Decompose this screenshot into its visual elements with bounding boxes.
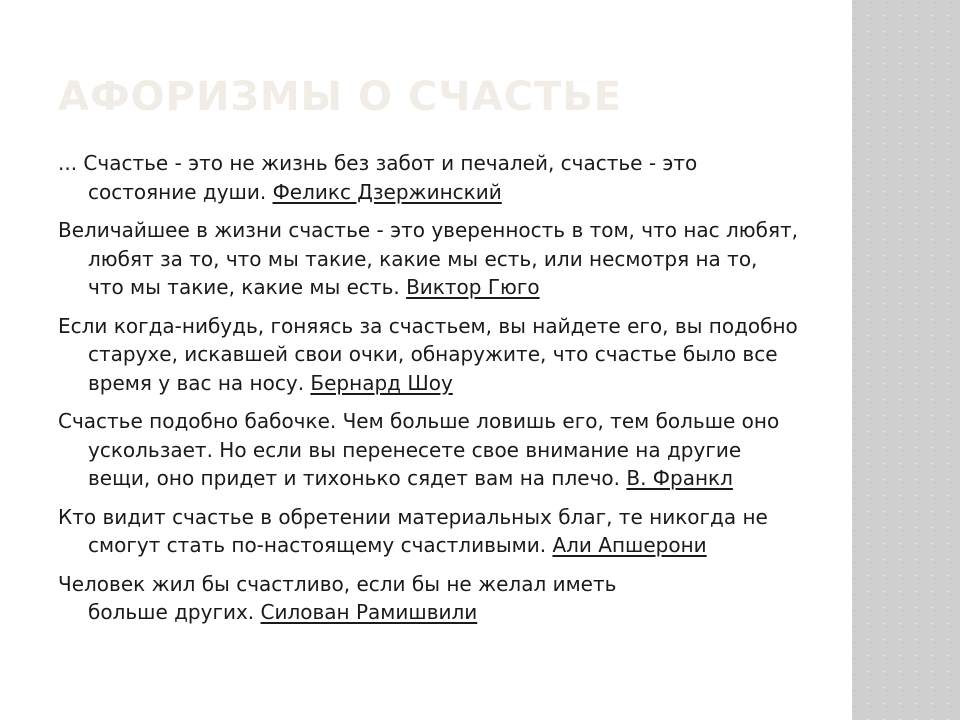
author-link[interactable]: Али Апшерони: [552, 533, 707, 557]
author-link[interactable]: Виктор Гюго: [406, 275, 540, 299]
author-link[interactable]: Бернард Шоу: [310, 370, 453, 395]
quote-text: Человек жил бы счастливо, если бы не желал иметь больше других.: [58, 571, 617, 624]
decorative-side-pattern: [852, 0, 960, 720]
quote-item: [58, 503, 798, 560]
quote-item: [58, 216, 798, 302]
quote-text: Кто видит счастье в обретении материальных благ, те никогда не смогут стать по-настоящему счастливыми.: [58, 504, 768, 557]
slide-title: АФОРИЗМЫ О СЧАСТЬЕ: [58, 74, 623, 120]
author-link[interactable]: Силован Рамишвили: [260, 600, 478, 624]
quote-text: Счастье подобно бабочке. Чем больше ловишь его, тем больше оно ускользает. Но если вы перенесете свое внимание на другие вещи, оно придет и тихонько сядет вам на плечо.: [58, 409, 780, 490]
quotes-list: [58, 149, 798, 637]
quote-item: [58, 312, 798, 398]
quote-item: [58, 570, 658, 627]
quote-text: Если когда-нибудь, гоняясь за счастьем, вы найдете его, вы подобно старухе, искавшей свои очки, обнаружите, что счастье было все время у вас на носу.: [58, 313, 798, 395]
quote-text: Величайшее в жизни счастье - это уверенность в том, что нас любят, любят за то, что мы такие, какие мы есть, или несмотря на то, что мы такие, какие мы есть.: [58, 218, 799, 299]
quote-item: [58, 149, 798, 206]
quote-text: ... Счастье - это не жизнь без забот и печалей, счастье - это состояние души.: [58, 151, 698, 204]
author-link[interactable]: В. Франкл: [626, 466, 733, 490]
quote-item: [58, 407, 798, 493]
author-link[interactable]: Феликс Дзержинский: [272, 179, 502, 204]
